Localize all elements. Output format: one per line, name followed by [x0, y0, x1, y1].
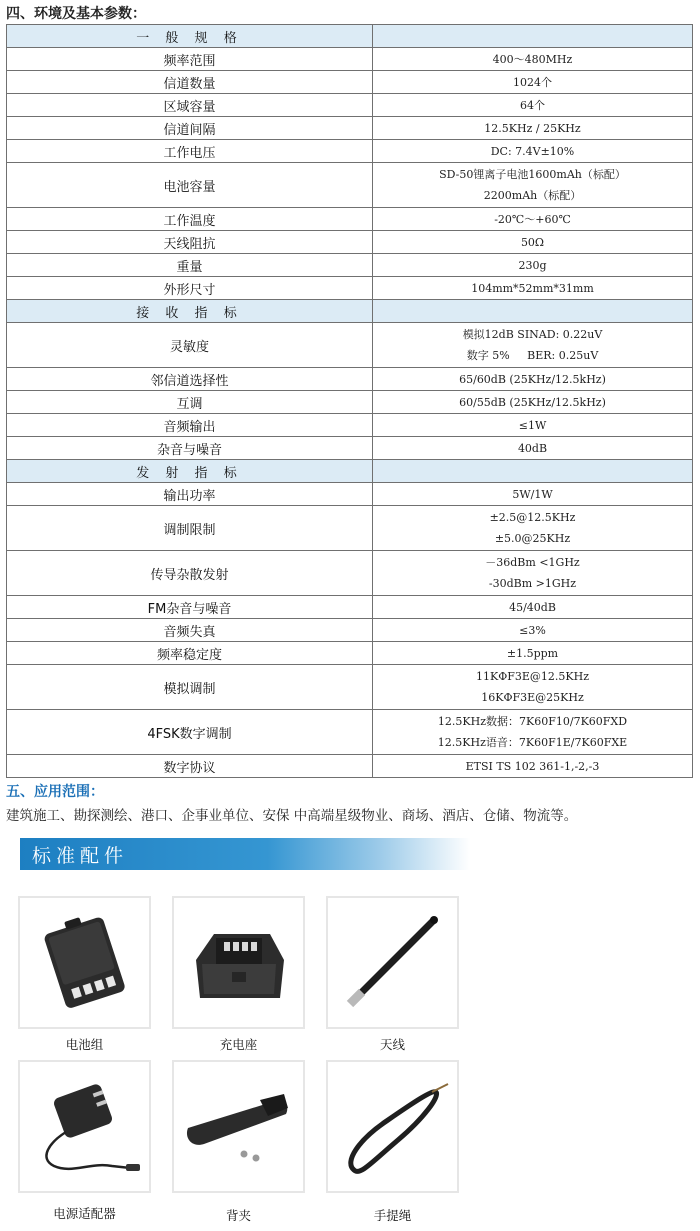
spec-value-line: ≤3%: [519, 623, 546, 637]
spec-value: [373, 94, 693, 117]
spec-row: [7, 414, 693, 437]
hand-strap-icon: [328, 1062, 457, 1191]
spec-key: 重量: [7, 254, 373, 277]
spec-row: [7, 71, 693, 94]
spec-value-line: 5W/1W: [512, 487, 553, 501]
spec-section-header-row: [7, 25, 693, 48]
spec-value: [373, 254, 693, 277]
spec-row: [7, 208, 693, 231]
spec-row: [7, 665, 693, 710]
spec-row: [7, 710, 693, 755]
accessory-label: 背夹: [225, 1208, 251, 1223]
accessory-label: 电源适配器: [53, 1206, 116, 1221]
spec-value-line: 230g: [518, 258, 547, 272]
belt-clip-icon: [174, 1062, 303, 1191]
spec-value: [373, 391, 693, 414]
spec-value-line: 模拟12dB SINAD: 0.22uV: [462, 328, 603, 341]
spec-value-line: 60/55dB (25KHz/12.5kHz): [459, 395, 606, 409]
spec-value-line: 65/60dB (25KHz/12.5kHz): [459, 372, 606, 386]
spec-value: [373, 163, 693, 208]
spec-key: 灵敏度: [7, 323, 373, 368]
spec-row: [7, 596, 693, 619]
spec-row: [7, 506, 693, 551]
spec-key: 邻信道选择性: [7, 368, 373, 391]
spec-value: [373, 25, 693, 48]
spec-section-header-row: [7, 460, 693, 483]
accessory-antenna: [326, 896, 459, 1029]
spec-value-line: 数字 5% BER: 0.25uV: [466, 349, 599, 362]
spec-value: [373, 48, 693, 71]
spec-value: [373, 460, 693, 483]
spec-row: [7, 642, 693, 665]
spec-row: [7, 48, 693, 71]
spec-key: 调制限制: [7, 506, 373, 551]
spec-key: 音频失真: [7, 619, 373, 642]
applications-text: 建筑施工、勘探测绘、港口、企事业单位、安保 中高端星级物业、商场、酒店、仓储、物流等。: [6, 808, 578, 824]
power-adapter-icon: [20, 1062, 149, 1191]
spec-value-line: 64个: [520, 98, 545, 112]
spec-value: [373, 117, 693, 140]
section4-title: 四、环境及基本参数：: [6, 6, 146, 22]
accessories-title: 标准配件: [32, 845, 129, 867]
spec-value-line: 11KΦF3E@12.5KHz: [476, 670, 589, 683]
spec-value-line: 400～480MHz: [492, 52, 573, 66]
accessory-label: 手提绳: [373, 1208, 412, 1223]
spec-value-line: 104mm*52mm*31mm: [471, 281, 594, 295]
spec-key: 频率稳定度: [7, 642, 373, 665]
spec-value-line: ±1.5ppm: [506, 646, 559, 660]
spec-value: [373, 277, 693, 300]
spec-key: 信道数量: [7, 71, 373, 94]
spec-section-title: 接 收 指 标: [7, 300, 373, 323]
spec-value: [373, 619, 693, 642]
spec-value-line: 12.5KHz / 25KHz: [484, 121, 581, 135]
spec-key: 传导杂散发射: [7, 551, 373, 596]
spec-row: [7, 323, 693, 368]
spec-value: [373, 414, 693, 437]
spec-value: [373, 596, 693, 619]
spec-value: [373, 323, 693, 368]
spec-key: 信道间隔: [7, 117, 373, 140]
spec-row: [7, 551, 693, 596]
spec-table: [6, 24, 693, 778]
section5-title: 五、应用范围：: [6, 784, 104, 800]
spec-value: [373, 208, 693, 231]
spec-key: 模拟调制: [7, 665, 373, 710]
spec-key: FM杂音与噪音: [7, 596, 373, 619]
spec-row: [7, 254, 693, 277]
spec-value: [373, 368, 693, 391]
spec-row: [7, 277, 693, 300]
spec-key: 天线阻抗: [7, 231, 373, 254]
spec-value-line: ±2.5@12.5KHz: [489, 511, 576, 524]
spec-section-header-row: [7, 300, 693, 323]
spec-value-line: 50Ω: [520, 235, 545, 249]
spec-key: 4FSK数字调制: [7, 710, 373, 755]
spec-key: 频率范围: [7, 48, 373, 71]
spec-value-line: －36dBm <1GHz: [485, 556, 580, 569]
spec-value: [373, 437, 693, 460]
spec-row: [7, 140, 693, 163]
accessory-battery-pack: [18, 896, 151, 1029]
spec-value-line: 40dB: [517, 441, 548, 455]
spec-row: [7, 755, 693, 778]
spec-value: [373, 231, 693, 254]
spec-value: [373, 642, 693, 665]
spec-value-line: DC: 7.4V±10%: [490, 144, 575, 158]
accessory-label: 电池组: [65, 1037, 104, 1052]
charger-base-icon: [174, 898, 303, 1027]
accessory-label: 天线: [379, 1037, 405, 1052]
spec-row: [7, 437, 693, 460]
spec-key: 数字协议: [7, 755, 373, 778]
spec-value: [373, 71, 693, 94]
spec-key: 外形尺寸: [7, 277, 373, 300]
spec-value-line: 16KΦF3E@25KHz: [481, 691, 584, 704]
accessory-power-adapter: [18, 1060, 151, 1193]
accessory-belt-clip: [172, 1060, 305, 1193]
antenna-icon: [328, 898, 457, 1027]
spec-value: [373, 506, 693, 551]
spec-value-line: ≤1W: [518, 418, 547, 432]
spec-key: 区域容量: [7, 94, 373, 117]
spec-key: 工作电压: [7, 140, 373, 163]
spec-value: [373, 300, 693, 323]
spec-row: [7, 231, 693, 254]
spec-value-line: ETSI TS 102 361-1,-2,-3: [465, 759, 600, 773]
spec-key: 工作温度: [7, 208, 373, 231]
spec-row: [7, 391, 693, 414]
spec-row: [7, 94, 693, 117]
accessory-label: 充电座: [219, 1037, 258, 1052]
spec-row: [7, 368, 693, 391]
spec-key: 杂音与噪音: [7, 437, 373, 460]
spec-value-line: 12.5KHz数据：7K60F10/7K60FXD: [437, 715, 628, 728]
spec-value: [373, 665, 693, 710]
spec-section-title: 发 射 指 标: [7, 460, 373, 483]
spec-value: [373, 710, 693, 755]
accessory-hand-strap: [326, 1060, 459, 1193]
spec-key: 电池容量: [7, 163, 373, 208]
spec-key: 输出功率: [7, 483, 373, 506]
spec-value: [373, 755, 693, 778]
accessories-banner: [20, 838, 470, 870]
spec-value-line: 1024个: [513, 75, 552, 89]
spec-value: [373, 483, 693, 506]
spec-value-line: SD-50锂离子电池1600mAh（标配）: [439, 168, 626, 181]
accessory-charger-base: [172, 896, 305, 1029]
spec-row: [7, 619, 693, 642]
spec-row: [7, 483, 693, 506]
spec-value-line: -30dBm >1GHz: [488, 577, 577, 590]
battery-pack-icon: [20, 898, 149, 1027]
spec-value: [373, 551, 693, 596]
spec-value-line: 12.5KHz语音：7K60F1E/7K60FXE: [437, 736, 628, 749]
spec-value-line: ±5.0@25KHz: [494, 532, 571, 545]
spec-key: 互调: [7, 391, 373, 414]
spec-value-line: 2200mAh（标配）: [483, 189, 582, 202]
spec-value-line: -20℃～+60℃: [494, 212, 571, 226]
spec-row: [7, 117, 693, 140]
spec-value-line: 45/40dB: [509, 600, 556, 614]
spec-value: [373, 140, 693, 163]
spec-key: 音频输出: [7, 414, 373, 437]
spec-section-title: 一 般 规 格: [7, 25, 373, 48]
spec-row: [7, 163, 693, 208]
